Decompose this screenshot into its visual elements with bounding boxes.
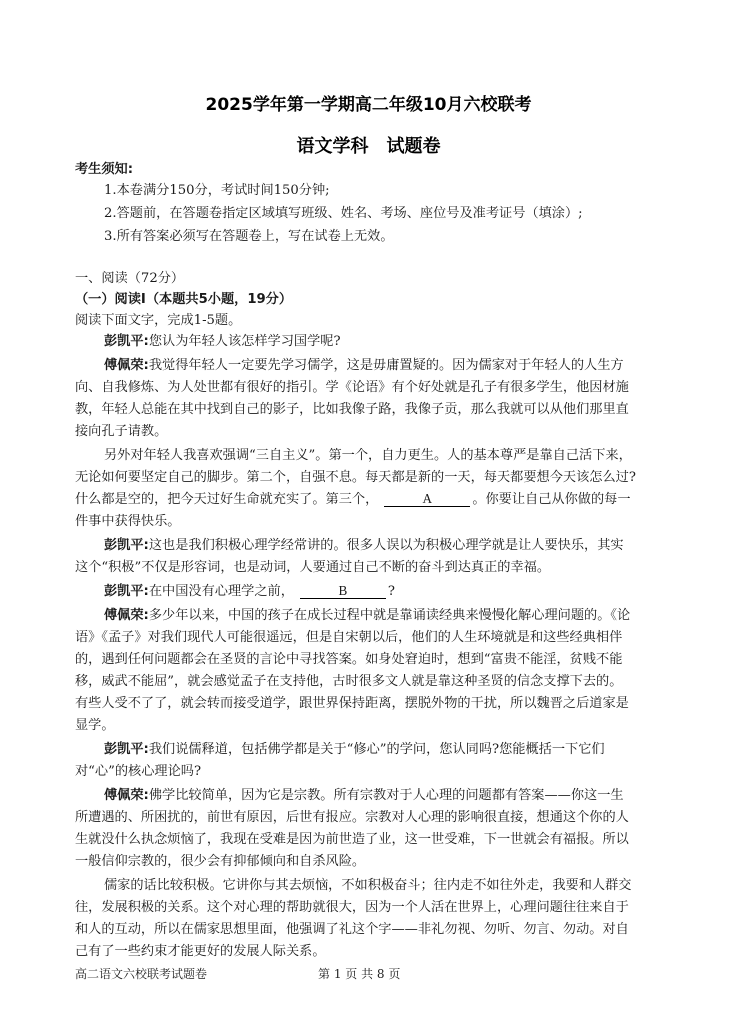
passage-line: 佛学比较简单，因为它是宗教。所有宗教对于人心理的问题都有答案——你这一生 xyxy=(148,788,624,803)
question-text: 您认为年轻人该怎样学习国学呢? xyxy=(148,334,341,349)
blank-b: B xyxy=(300,583,386,599)
notice-item: 1.本卷满分150分，考试时间150分钟; xyxy=(104,183,330,198)
speaker-fu: 傅佩荣: xyxy=(104,608,149,623)
question-text: 我们说儒释道，包括佛学都是关于“修心”的学问，您认同吗?您能概括一下它们 xyxy=(148,742,605,757)
passage-line: 儒家的话比较积极。它讲你与其去烦恼，不如积极奋斗；往内走不如往外走，我要和人群交 xyxy=(104,878,632,893)
passage-line: 的，遇到任何问题都会在圣贤的言论中寻找答案。如身处窘迫时，想到“富贵不能淫，贫贱不能 xyxy=(75,652,623,667)
speaker-peng: 彭凯平: xyxy=(104,742,149,757)
passage-line: 己有了一些约束才能更好的发展人际关系。 xyxy=(75,944,326,959)
question-text: 在中国没有心理学之前， xyxy=(148,584,294,599)
passage-line: 所遭遇的、所困扰的，前世有原因，后世有报应。宗教对人心理的影响很直接，想通这个你的人 xyxy=(75,810,629,825)
passage-line: 教，年轻人总能在其中找到自己的影子，比如我像子路，我像子贡，那么我就可以从他们那里直 xyxy=(75,402,629,417)
notice-heading: 考生须知: xyxy=(75,162,134,177)
blank-a: A xyxy=(384,491,470,507)
passage-line: 生就没什么执念烦恼了，我现在受难是因为前世造了业，这一世受难，下一世就会有福报。所以 xyxy=(75,832,629,847)
passage-line: 另外对年轻人我喜欢强调“三自主义”。第一个，自力更生。人的基本尊严是靠自己活下来， xyxy=(104,448,632,463)
dialogue-question-1 xyxy=(104,332,341,352)
exam-subtitle: 语文学科 试题卷 xyxy=(296,136,441,157)
speaker-peng: 彭凯平: xyxy=(104,584,149,599)
passage-line: 接向孔子请教。 xyxy=(75,424,168,439)
passage-line: 语》《孟子》对我们现代人可能很遥远，但是自宋朝以后，他们的人生环境就是和这些经典相伴 xyxy=(75,630,623,645)
passage-line: 和人的互动，所以在儒家思想里面，他强调了礼这个字——非礼勿视、勿听、勿言、勿动。对自 xyxy=(75,922,629,937)
passage-text: 什么都是空的，把今天过好生命就充实了。第三个， xyxy=(75,492,379,507)
answer-paragraph-3 xyxy=(104,606,630,626)
question-text: 这也是我们积极心理学经常讲的。很多人误以为积极心理学就是让人要快乐，其实 xyxy=(148,538,624,553)
question-mark: ? xyxy=(387,584,395,599)
passage-line: 一般信仰宗教的，很少会有抑郁倾向和自杀风险。 xyxy=(75,854,366,869)
notice-item: 3.所有答案必须写在答题卷上，写在试卷上无效。 xyxy=(104,229,394,244)
footer-title: 高二语文六校联考试题卷 xyxy=(75,967,208,981)
speaker-peng: 彭凯平: xyxy=(104,334,149,349)
passage-line-with-blank-a xyxy=(75,490,631,510)
speaker-peng: 彭凯平: xyxy=(104,538,149,553)
speaker-fu: 傅佩荣: xyxy=(104,358,149,373)
answer-paragraph-1 xyxy=(104,356,624,376)
passage-line: 显学。 xyxy=(75,718,115,733)
passage-line: 有些人受不了了，就会转而接受道学，跟世界保持距离，摆脱外物的干扰，所以魏晋之后道家是 xyxy=(75,696,629,711)
dialogue-question-2 xyxy=(104,536,624,556)
section-instruction: 阅读下面文字，完成1-5题。 xyxy=(75,313,242,328)
passage-line: 这个“积极”不仅是形容词，也是动词，人要通过自己不断的奋斗到达真正的幸福。 xyxy=(75,560,551,575)
dialogue-question-4 xyxy=(104,740,605,760)
passage-line: 对“心”的核心理论吗? xyxy=(75,764,202,779)
passage-line: 向、自我修炼、为人处世都有很好的指引。学《论语》有个好处就是孔子有很多学生，他因材施 xyxy=(75,380,629,395)
passage-text: 。你要让自己从你做的每一 xyxy=(472,492,631,507)
passage-line: 往，发展积极的关系。这个对心理的帮助就很大，因为一个人活在世界上，心理问题往往来自于 xyxy=(75,900,629,915)
section-subheading: （一）阅读Ⅰ（本题共5小题，19分） xyxy=(75,292,293,307)
exam-title: 2025学年第一学期高二年级10月六校联考 xyxy=(205,95,532,115)
answer-paragraph-4 xyxy=(104,786,624,806)
speaker-fu: 傅佩荣: xyxy=(104,788,149,803)
page-number: 第 1 页 共 8 页 xyxy=(318,967,401,981)
passage-line: 件事中获得快乐。 xyxy=(75,514,181,529)
passage-line: 无论如何要坚定自己的脚步。第二个，自强不息。每天都是新的一天，每天都要想今天该怎么过? xyxy=(75,470,636,485)
passage-line: 多少年以来，中国的孩子在成长过程中就是靠诵读经典来慢慢化解心理问题的。《论 xyxy=(148,608,631,623)
passage-line: 我觉得年轻人一定要先学习儒学，这是毋庸置疑的。因为儒家对于年轻人的人生方 xyxy=(148,358,624,373)
passage-line: 移，威武不能屈”，就会感觉孟子在支持他，古时很多文人就是靠这种圣贤的信念支撑下去的。 xyxy=(75,674,623,689)
section-heading: 一、阅读（72分） xyxy=(75,271,185,286)
dialogue-question-3 xyxy=(104,582,395,602)
notice-item: 2.答题前，在答题卷指定区域填写班级、姓名、考场、座位号及准考证号（填涂）; xyxy=(104,206,583,221)
